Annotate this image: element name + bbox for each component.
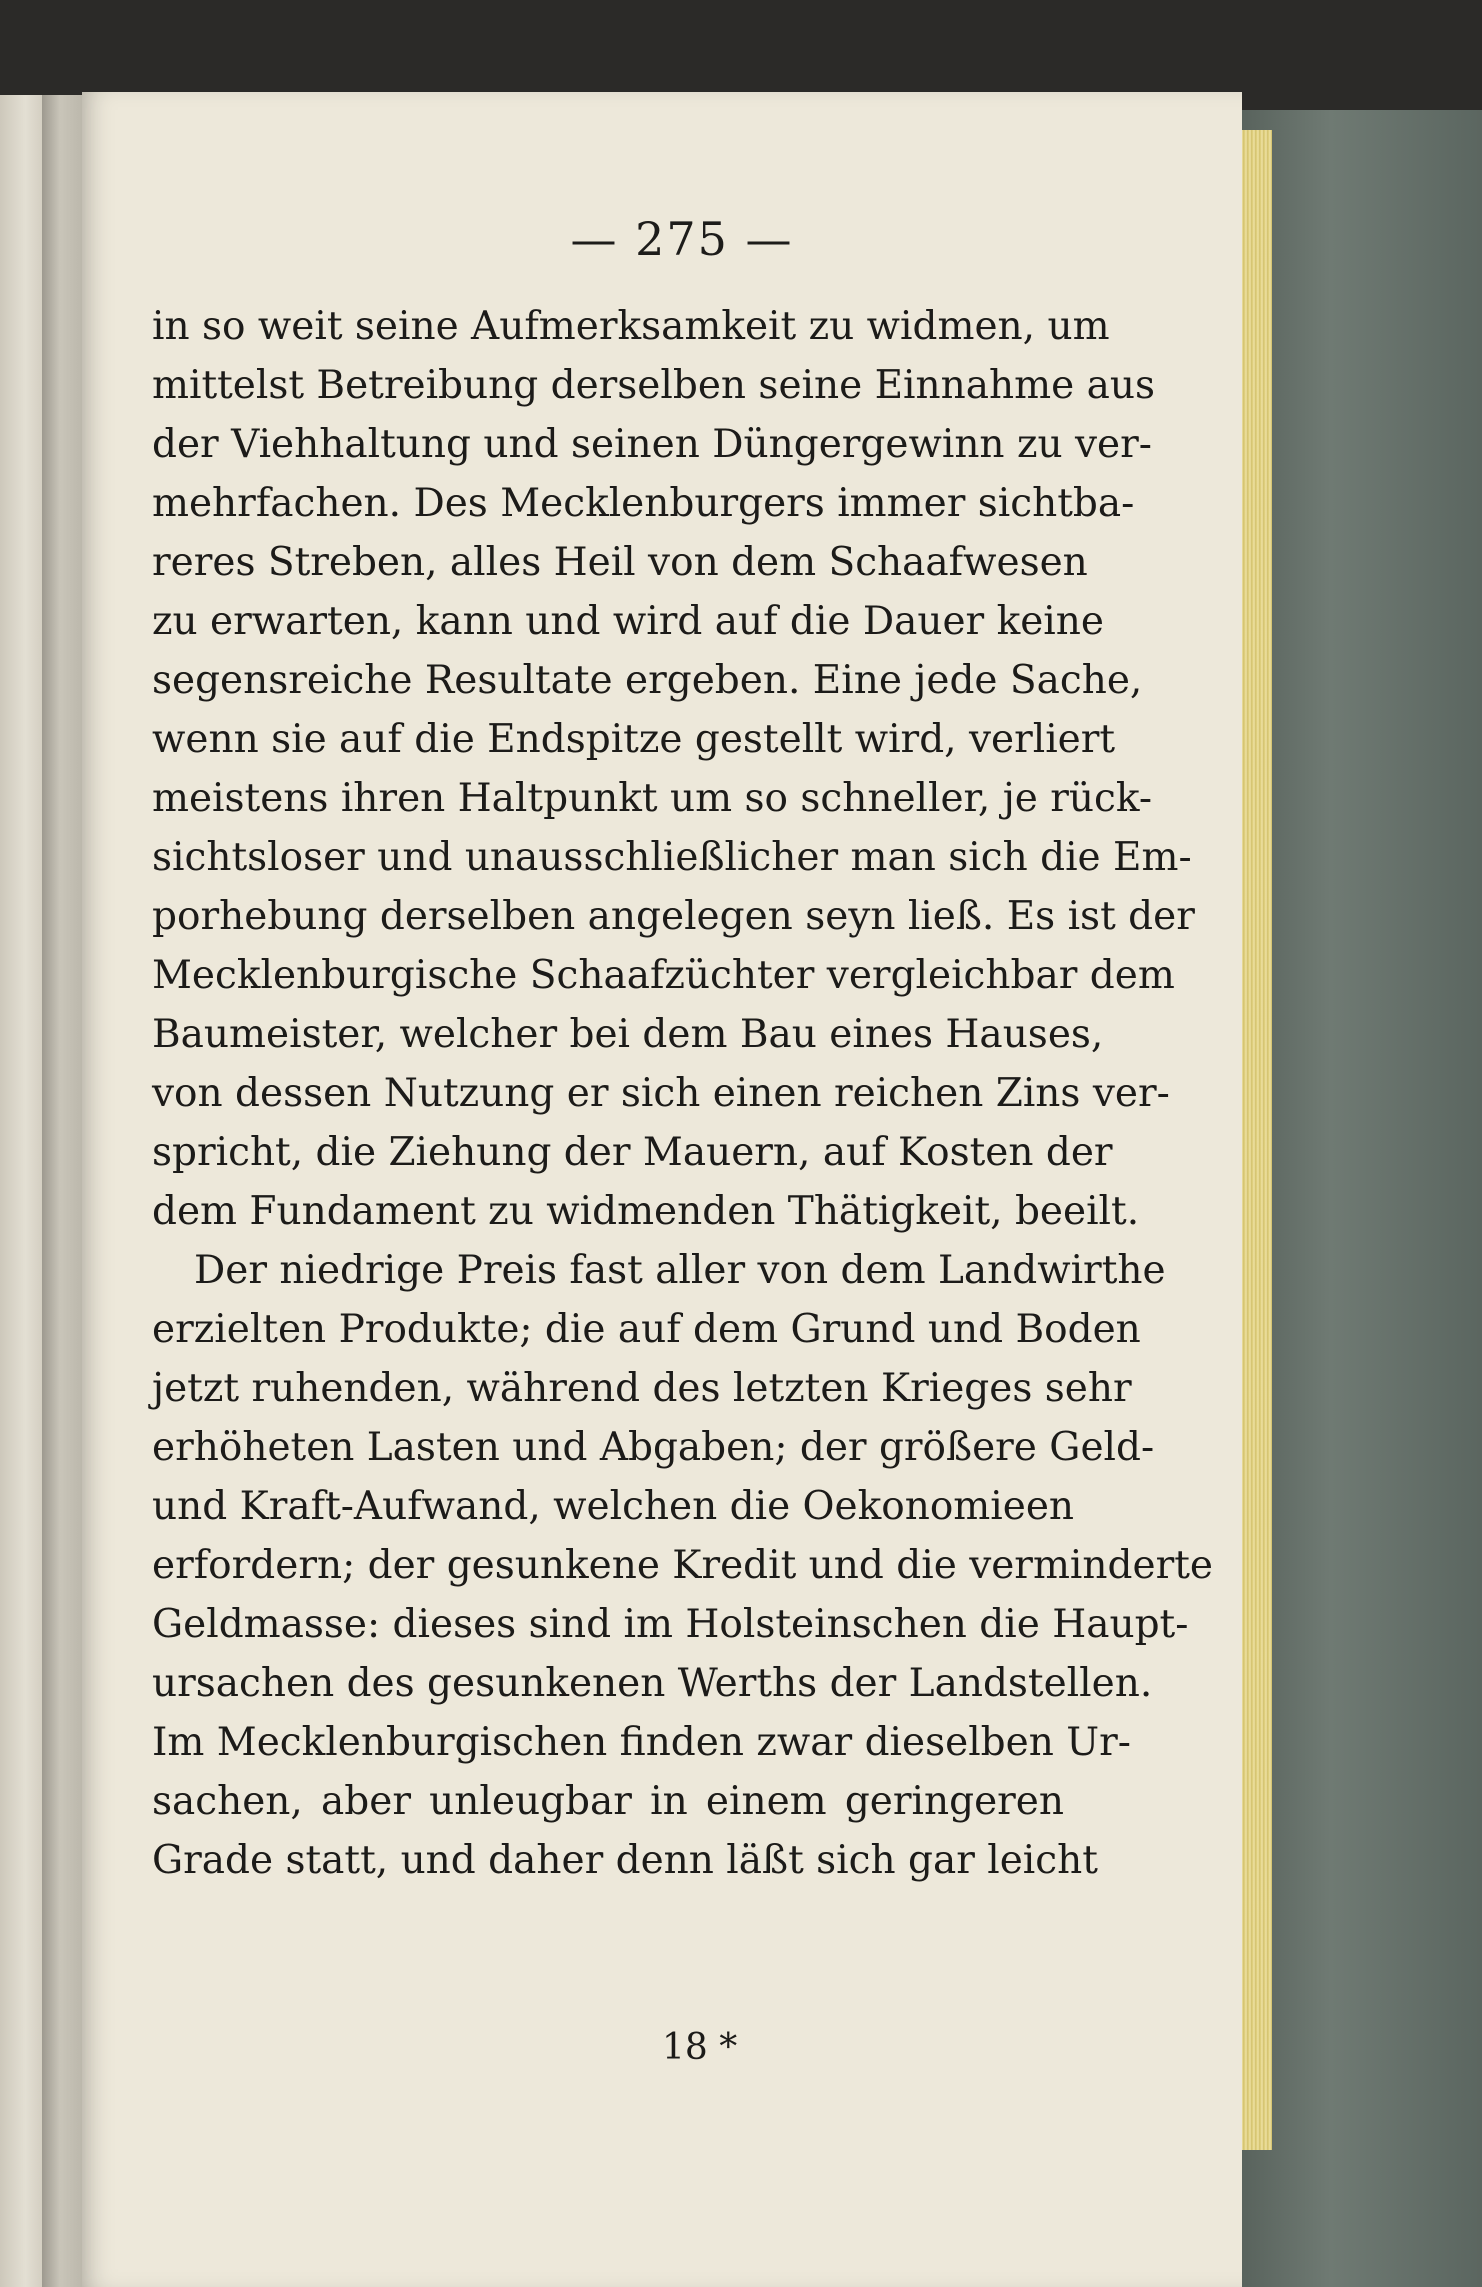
text-line: Mecklenburgische Schaafzüchter vergleichbar dem [152, 953, 1175, 998]
text-line: Der niedrige Preis fast aller von dem Landwirthe [194, 1248, 1166, 1293]
text-line: Im Mecklenburgischen finden zwar dieselben Ur- [152, 1720, 1131, 1765]
text-line: ursachen des gesunkenen Werths der Landstellen. [152, 1661, 1153, 1706]
text-line: mittelst Betreibung derselben seine Einnahme aus [152, 363, 1155, 408]
page-number: — 275 — [570, 212, 794, 266]
text-line: der Viehhaltung und seinen Düngergewinn zu ver- [152, 422, 1152, 467]
text-line: porhebung derselben angelegen seyn ließ. Es ist der [152, 894, 1195, 939]
text-line: wenn sie auf die Endspitze gestellt wird, verliert [152, 717, 1116, 762]
text-line: segensreiche Resultate ergeben. Eine jede Sache, [152, 658, 1143, 703]
text-line: erfordern; der gesunkene Kredit und die verminderte [152, 1543, 1213, 1588]
text-line: sichtsloser und unausschließlicher man sich die Em- [152, 835, 1192, 880]
text-line: erzielten Produkte; die auf dem Grund und Boden [152, 1307, 1141, 1352]
text-line: erhöheten Lasten und Abgaben; der größere Geld- [152, 1425, 1155, 1470]
text-line: mehrfachen. Des Mecklenburgers immer sichtba- [152, 481, 1135, 526]
text-line: spricht, die Ziehung der Mauern, auf Kosten der [152, 1130, 1113, 1175]
text-line: dem Fundament zu widmenden Thätigkeit, beeilt. [152, 1189, 1140, 1234]
text-line: meistens ihren Haltpunkt um so schneller, je rück- [152, 776, 1153, 821]
text-line: in so weit seine Aufmerksamkeit zu widmen, um [152, 304, 1110, 349]
body-text [152, 297, 1213, 1890]
text-line: reres Streben, alles Heil von dem Schaafwesen [152, 540, 1088, 585]
text-line: und Kraft-Aufwand, welchen die Oekonomieen [152, 1484, 1075, 1529]
left-page-edge [0, 95, 42, 2287]
text-line: zu erwarten, kann und wird auf die Dauer keine [152, 599, 1104, 644]
text-line: Baumeister, welcher bei dem Bau eines Hauses, [152, 1012, 1104, 1057]
text-line: sachen, aber unleugbar in einem geringeren [152, 1779, 1064, 1824]
signature-mark: 18 * [662, 2027, 738, 2068]
book-gutter [42, 95, 82, 2287]
text-line: von dessen Nutzung er sich einen reichen Zins ver- [152, 1071, 1170, 1116]
text-line: Grade statt, und daher denn läßt sich gar leicht [152, 1838, 1098, 1883]
text-line: jetzt ruhenden, während des letzten Krieges sehr [152, 1366, 1132, 1411]
text-line: Geldmasse: dieses sind im Holsteinschen die Haupt- [152, 1602, 1189, 1647]
book-page [82, 92, 1242, 2287]
